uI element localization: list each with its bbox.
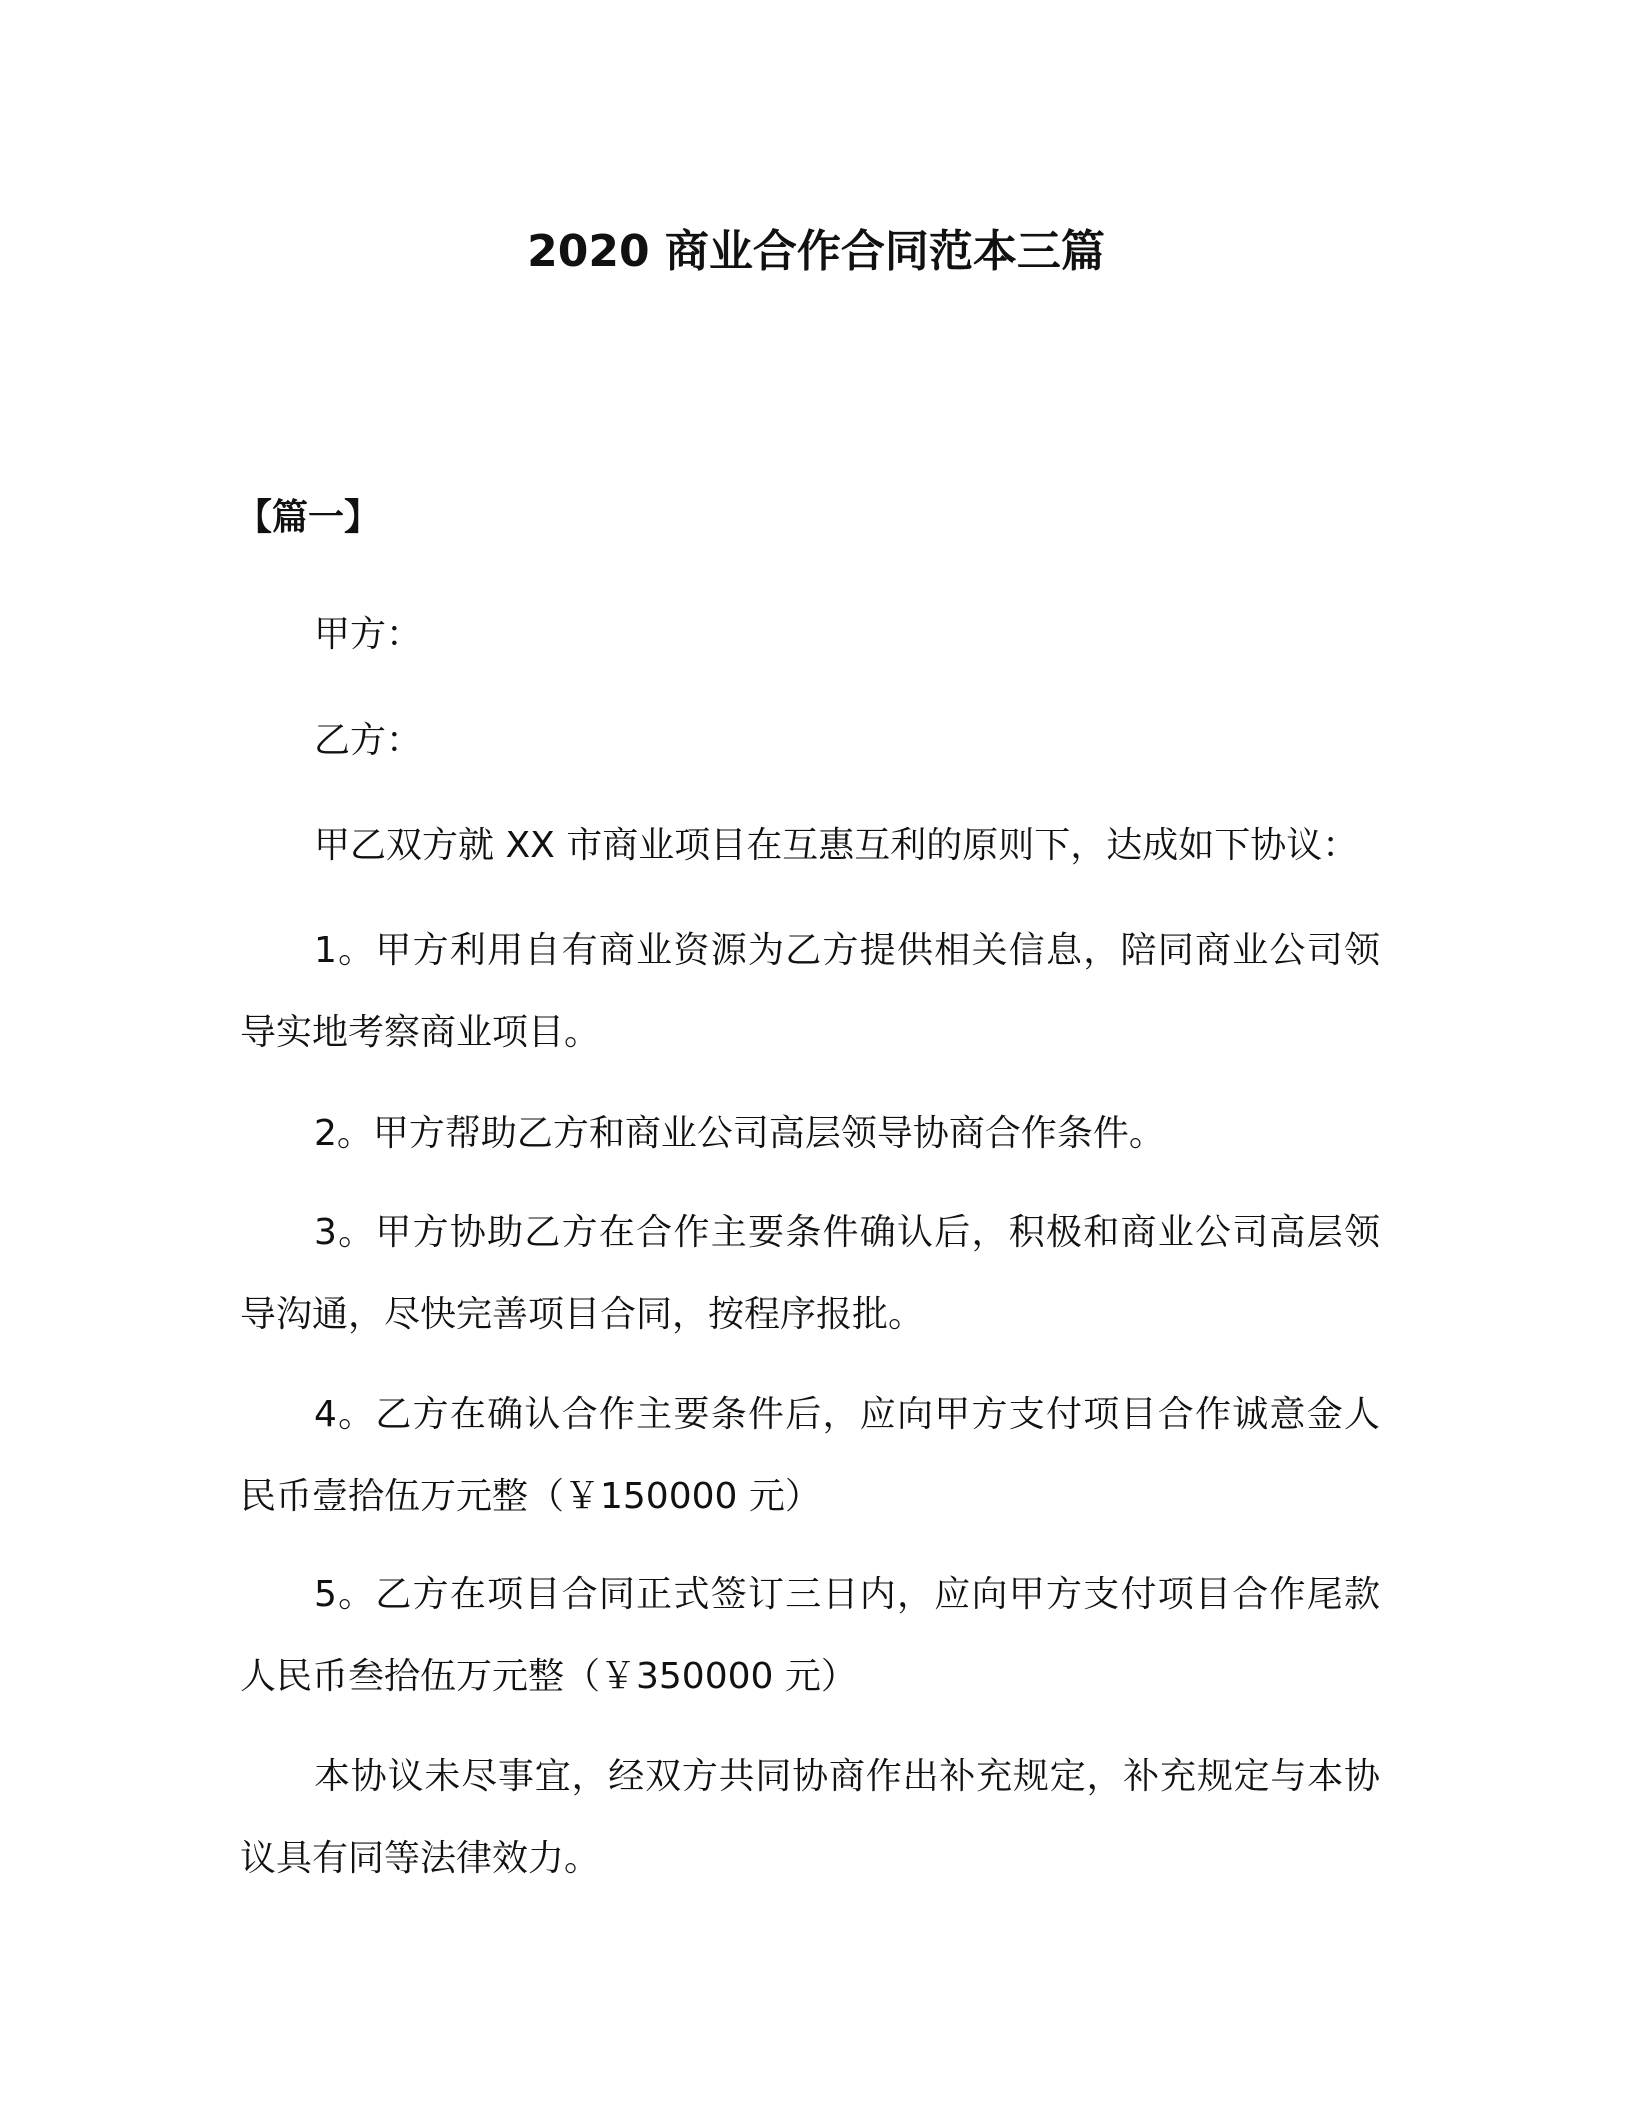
party-a-line: 甲方：: [314, 614, 423, 655]
clause-2: 2。甲方帮助乙方和商业公司高层领导协商合作条件。: [314, 1113, 1165, 1154]
section-heading: 【篇一】: [236, 497, 381, 538]
clause-5: 5。乙方在项目合同正式签订三日内，应向甲方支付项目合作尾款人民币叁拾伍万元整（￥350000 元）: [240, 1574, 1380, 1697]
document-title: 2020 商业合作合同范本三篇: [527, 226, 1105, 277]
clause-4: 4。乙方在确认合作主要条件后，应向甲方支付项目合作诚意金人民币壹拾伍万元整（￥150000 元）: [240, 1394, 1380, 1517]
closing-paragraph: 本协议未尽事宜，经双方共同协商作出补充规定，补充规定与本协议具有同等法律效力。: [240, 1756, 1380, 1879]
clause-3: 3。甲方协助乙方在合作主要条件确认后，积极和商业公司高层领导沟通，尽快完善项目合同，按程序报批。: [240, 1212, 1380, 1335]
intro-paragraph: 甲乙双方就 XX 市商业项目在互惠互利的原则下，达成如下协议：: [314, 825, 1359, 866]
party-b-line: 乙方：: [314, 720, 423, 761]
clause-1: 1。甲方利用自有商业资源为乙方提供相关信息，陪同商业公司领导实地考察商业项目。: [240, 930, 1380, 1053]
